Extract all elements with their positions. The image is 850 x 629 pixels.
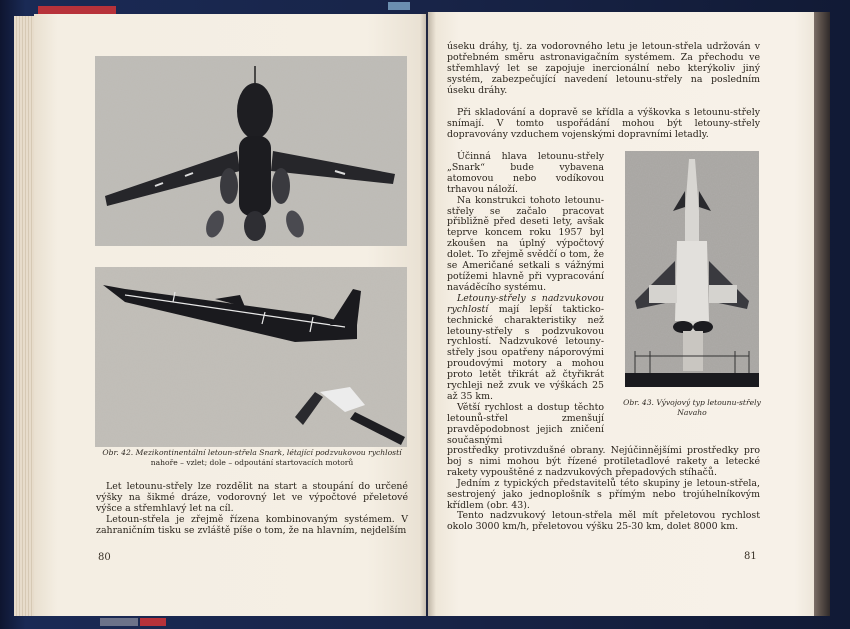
figure-43-caption-text: Vývojový typ letounu-střely <box>656 398 761 407</box>
left-page <box>34 14 426 616</box>
figure-42-caption-italic: Mezikontinentální letoun-střela Snark, létající podzvukovou rychlostí <box>135 448 402 457</box>
left-page-body-text <box>96 482 408 537</box>
page-edges-left <box>14 16 36 616</box>
figure-42-caption <box>96 448 408 468</box>
figure-42-caption-line1 <box>96 448 408 458</box>
paragraph: prostředky protivzdušné obrany. Nejúčinnějšími prostředky pro boj s nimi mohou být řízené protiletadlové rakety a letecké rakety vypouštěné z nadzvukových přepadových stíhačů. <box>447 445 760 478</box>
right-page-full-width-text <box>447 446 760 533</box>
figure-43-photo <box>625 151 759 387</box>
figure-42-bottom-photo <box>95 267 407 447</box>
figure-43-label: Obr. 43. <box>623 398 654 407</box>
paragraph: Tento nadzvukový letoun-střela měl mít přeletovou rychlost okolo 3000 km/h, přeletovou výšku 25-30 km, dolet 8000 km. <box>447 510 760 533</box>
paragraph: Jedním z typických představitelů této skupiny je letoun-střela, sestrojený jako jednoplošník s přímým nebo trojúhelníkovým křídlem (obr. 43). <box>447 477 760 511</box>
page-number-left: 80 <box>98 552 111 563</box>
figure-42-caption-plain: nahoře – vzlet; dole – odpoutání startovacích motorů <box>150 458 354 467</box>
paragraph: Větší rychlost a dostup těchto letounů-střel zmenšují pravděpodobnost jejich zničení současnými <box>447 401 604 446</box>
page-number-right: 81 <box>744 551 757 562</box>
right-page-intro-text <box>447 42 760 97</box>
paragraph: Na konstrukci tohoto letounu-střely se začalo pracovat přibližně před deseti lety, avšak teprve koncem roku 1957 byl zkoušen na úplný výpočtový dolet. To zřejmě svědčí o tom, že se Američané setkali s vážnými potížemi hlavně při vypracování naváděcího systému. <box>447 194 604 293</box>
cover-red-stripe <box>38 6 116 14</box>
paragraph: Letoun-střela je zřejmě řízena kombinovaným systémem. V zahraničním tisku se zvláště píše o tom, že na hlavním, nejdelším <box>96 513 408 536</box>
page-edges-right <box>814 12 830 616</box>
navaho-vertical-launch-image <box>625 151 759 387</box>
right-page-intro-text-2 <box>447 108 760 141</box>
book-gutter <box>420 12 436 616</box>
cover-red-stripe-bottom <box>140 618 166 626</box>
italic-lead: Letouny-střely s nadzvukovou rychlostí <box>447 292 604 315</box>
snark-takeoff-image <box>95 56 407 246</box>
paragraph-rest: mají lepší takticko-technické charakteristiky než letouny-střely s podzvukovou rychlostí. Nadzvukové letouny-střely jsou opatřeny náporovými proudovými motory a mohou proto letět třikrát až čtyřikrát rychleji než zvuk ve výškách 25 až 35 km. <box>447 303 604 402</box>
paragraph <box>447 294 604 403</box>
snark-booster-separation-image <box>95 267 407 447</box>
right-page <box>428 12 814 616</box>
figure-42-label: Obr. 42. <box>102 448 134 457</box>
cover-light-stripe-top <box>388 2 410 10</box>
figure-42-top-photo <box>95 56 407 246</box>
paragraph: úseku dráhy, tj. za vodorovného letu je letoun-střela udržován v potřebném směru astronavigačním systémem. Za přechodu ve střemhlavý let se zapojuje inercionální nebo kterýkoliv jiný systém, zabezpečující navedení letounu-střely na posledním úseku dráhy. <box>447 41 760 96</box>
figure-43-caption <box>622 398 762 418</box>
figure-43-caption-line1 <box>622 398 762 408</box>
paragraph: Let letounu-střely lze rozdělit na start a stoupání do určené výšky na šikmé dráze, vodorovný let ve výpočtové přeletové výšce a střemhlavý let na cíl. <box>96 481 408 514</box>
right-page-wrapped-column <box>447 152 604 446</box>
paragraph: Při skladování a dopravě se křídla a výškovka s letounu-střely snímají. V tomto uspořádání mohou být letouny-střely dopravovány vzduchem vojenskými dopravními letadly. <box>447 107 760 140</box>
cover-grey-stripe-bottom <box>100 618 138 626</box>
paragraph: Účinná hlava letounu-střely „Snark“ bude vybavena atomovou nebo vodíkovou trhavou náloží. <box>447 151 604 195</box>
figure-43-caption-line2: Navaho <box>677 408 707 417</box>
